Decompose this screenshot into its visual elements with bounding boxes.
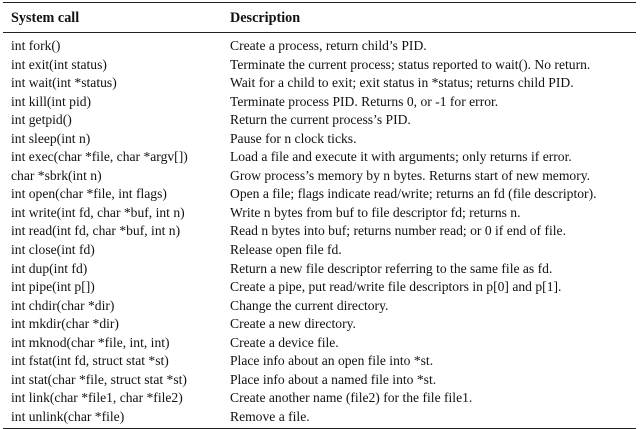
table-row	[3, 352, 636, 371]
syscall-description: Create a process, return child’s PID.	[230, 38, 427, 53]
syscall-description: Create a device file.	[230, 334, 339, 350]
syscall-signature: int chdir(char *dir)	[11, 297, 115, 313]
syscall-description: Place info about a named file into *st.	[230, 371, 437, 387]
syscall-signature: int exit(int status)	[11, 56, 107, 72]
syscall-description: Grow process’s memory by n bytes. Returns start of new memory.	[230, 167, 591, 183]
table-body	[3, 33, 636, 429]
syscall-signature: int mkdir(char *dir)	[11, 316, 119, 332]
syscall-description: Release open file fd.	[230, 242, 342, 258]
table-row	[3, 74, 636, 93]
syscall-description: Terminate process PID. Returns 0, or -1 for error.	[230, 93, 499, 109]
syscall-signature: int write(int fd, char *buf, int n)	[11, 204, 185, 220]
syscall-description: Read n bytes into buf; returns number read; or 0 if end of file.	[230, 223, 566, 239]
syscall-table	[3, 2, 636, 429]
syscall-signature: int fstat(int fd, struct stat *st)	[11, 353, 169, 369]
table-row	[3, 204, 636, 223]
syscall-signature: int read(int fd, char *buf, int n)	[11, 223, 181, 239]
syscall-description: Return the current process’s PID.	[230, 112, 411, 128]
syscall-description: Create a pipe, put read/write file descriptors in p[0] and p[1].	[230, 279, 562, 295]
table-row	[3, 185, 636, 204]
table-row	[3, 111, 636, 130]
syscall-signature: int stat(char *file, struct stat *st)	[11, 371, 187, 387]
syscall-description: Change the current directory.	[230, 297, 389, 313]
syscall-description: Write n bytes from buf to file descriptor fd; returns n.	[230, 204, 521, 220]
table-row	[3, 371, 636, 390]
syscall-signature: int getpid()	[11, 112, 72, 128]
syscall-description: Open a file; flags indicate read/write; returns an fd (file descriptor).	[230, 186, 597, 202]
syscall-signature: int close(int fd)	[11, 242, 95, 258]
syscall-signature: int exec(char *file, char *argv[])	[11, 149, 188, 165]
syscall-signature: int link(char *file1, char *file2)	[11, 390, 183, 406]
syscall-description: Return a new file descriptor referring to the same file as fd.	[230, 260, 553, 276]
syscall-description: Terminate the current process; status reported to wait(). No return.	[230, 56, 591, 72]
syscall-signature: int dup(int fd)	[11, 260, 88, 276]
syscall-signature: int kill(int pid)	[11, 93, 92, 109]
table-row	[3, 56, 636, 75]
syscall-description: Place info about an open file into *st.	[230, 353, 434, 369]
table-row	[3, 241, 636, 260]
syscall-description: Wait for a child to exit; exit status in *status; returns child PID.	[230, 75, 574, 91]
syscall-signature: int open(char *file, int flags)	[11, 186, 167, 202]
table-row	[3, 334, 636, 353]
syscall-description: Pause for n clock ticks.	[230, 130, 357, 146]
header-row	[3, 3, 636, 33]
header-system-call: System call	[3, 3, 222, 33]
table-row	[3, 278, 636, 297]
table-header	[3, 3, 636, 33]
syscall-signature: int fork()	[11, 38, 61, 53]
table-row	[3, 222, 636, 241]
header-description: Description	[222, 3, 636, 33]
syscall-description: Create another name (file2) for the file file1.	[230, 390, 473, 406]
syscall-signature: int sleep(int n)	[11, 130, 91, 146]
table-row	[3, 93, 636, 112]
table-row	[3, 408, 636, 429]
syscall-signature: char *sbrk(int n)	[11, 167, 102, 183]
syscall-description: Load a file and execute it with arguments; only returns if error.	[230, 149, 572, 165]
table-row	[3, 315, 636, 334]
syscall-signature: int pipe(int p[])	[11, 279, 95, 295]
table-row	[3, 148, 636, 167]
syscall-signature: int wait(int *status)	[11, 75, 117, 91]
syscall-description: Remove a file.	[222, 408, 636, 429]
table-row	[3, 260, 636, 279]
table-row	[3, 297, 636, 316]
table-row	[3, 389, 636, 408]
syscall-signature: int mknod(char *file, int, int)	[11, 334, 170, 350]
syscall-description: Create a new directory.	[230, 316, 356, 332]
table-row	[3, 33, 636, 56]
table-row	[3, 130, 636, 149]
syscall-signature: int unlink(char *file)	[3, 408, 222, 429]
table-row	[3, 167, 636, 186]
